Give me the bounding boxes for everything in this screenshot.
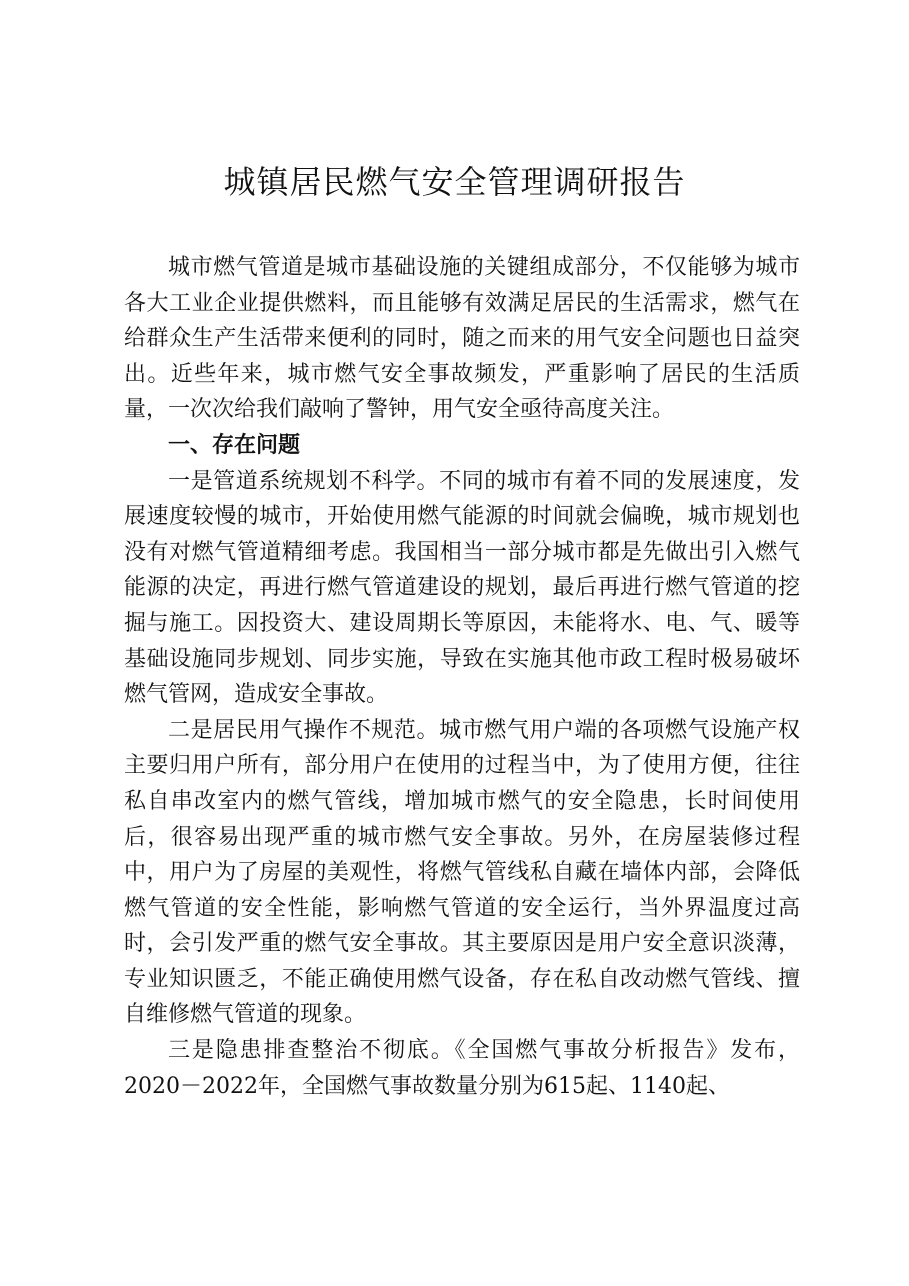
section-heading-problems: 一、存在问题 xyxy=(168,432,301,458)
document-body xyxy=(124,250,800,1104)
problem-paragraph-pipeline-planning: 一是管道系统规划不科学。不同的城市有着不同的发展速度，发展速度较慢的城市，开始使用燃气能源的时间就会偏晚，城市规划也没有对燃气管道精细考虑。我国相当一部分城市都是先做出引入燃气能源的决定，再进行燃气管道建设的规划，最后再进行燃气管道的挖掘与施工。因投资大、建设周期长等原因，未能将水、电、气、暖等基础设施同步规划、同步实施，导致在实施其他市政工程时极易破坏燃气管网，造成安全事故。 xyxy=(124,468,800,708)
document-title: 城镇居民燃气安全管理调研报告 xyxy=(223,163,686,201)
problem-paragraph-hazard-inspection: 三是隐患排查整治不彻底。《全国燃气事故分析报告》发布，2020－2022年，全国燃气事故数量分别为615起、1140起、 xyxy=(124,1038,800,1099)
problem-paragraph-resident-usage: 二是居民用气操作不规范。城市燃气用户端的各项燃气设施产权主要归用户所有，部分用户在使用的过程当中，为了使用方便，往往私自串改室内的燃气管线，增加城市燃气的安全隐患，长时间使用后，很容易出现严重的城市燃气安全事故。另外，在房屋装修过程中，用户为了房屋的美观性，将燃气管线私自藏在墙体内部，会降低燃气管道的安全性能，影响燃气管道的安全运行，当外界温度过高时，会引发严重的燃气安全事故。其主要原因是用户安全意识淡薄，专业知识匮乏，不能正确使用燃气设备，存在私自改动燃气管线、擅自维修燃气管道的现象。 xyxy=(124,717,800,1028)
intro-paragraph: 城市燃气管道是城市基础设施的关键组成部分，不仅能够为城市各大工业企业提供燃料，而且能够有效满足居民的生活需求，燃气在给群众生产生活带来便利的同时，随之而来的用气安全问题也日益突出。近些年来，城市燃气安全事故频发，严重影响了居民的生活质量，一次次给我们敲响了警钟，用气安全亟待高度关注。 xyxy=(124,255,800,423)
